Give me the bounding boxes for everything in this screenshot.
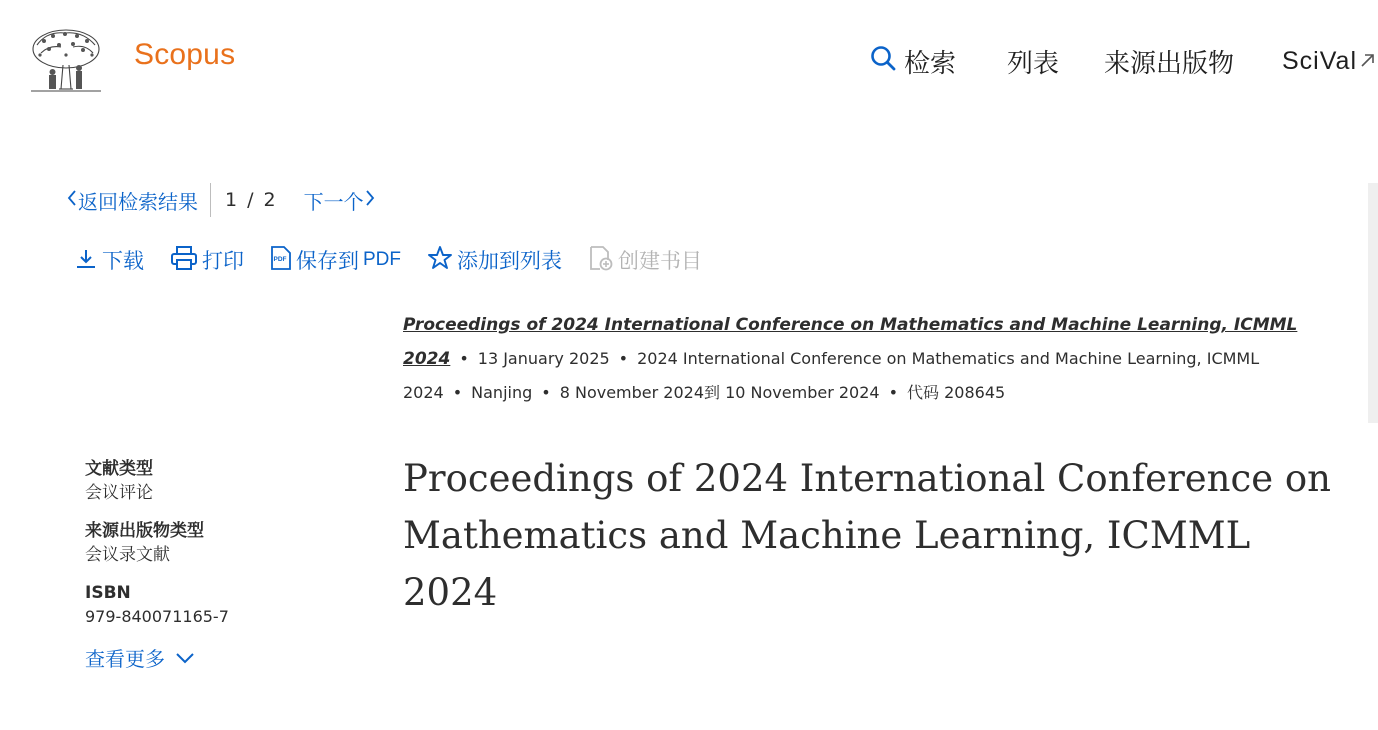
bullet: •: [459, 349, 469, 368]
doc-type-value: 会议评论: [85, 483, 153, 503]
document-title: Proceedings of 2024 International Conference on Mathematics and Machine Learning, ICMML 2024: [403, 457, 1331, 614]
save-pdf-label: 保存到: [296, 249, 359, 273]
print-icon: [170, 245, 198, 276]
elsevier-tree-logo[interactable]: [29, 27, 103, 95]
print-label: 打印: [202, 249, 244, 273]
divider: [210, 183, 211, 217]
source-info: [403, 308, 1338, 409]
next-result-link[interactable]: [304, 186, 376, 215]
nav-sources[interactable]: 来源出版物: [1104, 48, 1235, 79]
nav-search[interactable]: [870, 40, 956, 82]
next-result-label: 下一个: [303, 189, 364, 214]
isbn-label: ISBN: [85, 583, 131, 603]
view-more-button[interactable]: [85, 643, 345, 672]
chevron-left-icon: [66, 188, 78, 213]
add-to-list-button[interactable]: [427, 245, 562, 276]
save-to-pdf-button[interactable]: [270, 245, 401, 276]
result-total: 2: [263, 189, 276, 211]
view-more-label: 查看更多: [85, 647, 165, 671]
source-type-label: 来源出版物类型: [85, 521, 204, 541]
chevron-right-icon: [364, 188, 376, 213]
scopus-brand[interactable]: Scopus: [134, 38, 236, 71]
bullet: •: [541, 383, 551, 402]
search-icon: [870, 45, 904, 78]
doc-type-label: 文献类型: [85, 459, 153, 479]
document-toolbar: [74, 244, 728, 276]
result-separator: /: [247, 189, 254, 211]
back-to-results-link[interactable]: [66, 186, 198, 215]
result-counter: [225, 189, 276, 211]
nav-search-label: 检索: [904, 48, 957, 79]
result-current: 1: [225, 189, 238, 211]
nav-scival[interactable]: [1282, 40, 1377, 82]
isbn-value: 979-840071165-7: [85, 607, 229, 626]
source-title-link[interactable]: Proceedings of 2024 International Conference on Mathematics and Machine Learning, ICMML 2024: [403, 315, 1298, 369]
bibliography-icon: [588, 245, 614, 276]
conference-location: Nanjing: [471, 383, 533, 402]
nav-lists[interactable]: 列表: [1007, 48, 1060, 79]
pdf-icon: [270, 245, 292, 276]
download-label: 下载: [102, 249, 144, 273]
svg-text:PDF: PDF: [273, 255, 287, 263]
add-to-list-label: 添加到列表: [457, 249, 562, 273]
conference-code: 代码 208645: [907, 383, 1006, 402]
save-pdf-suffix: PDF: [363, 249, 401, 270]
source-date: 13 January 2025: [477, 349, 610, 368]
download-icon: [74, 246, 98, 275]
source-type-value: 会议录文献: [85, 545, 170, 565]
create-bibliography-button[interactable]: [588, 245, 702, 276]
print-button[interactable]: [170, 245, 244, 276]
back-to-results-label: 返回检索结果: [78, 189, 198, 214]
conference-dates: 8 November 2024到 10 November 2024: [559, 383, 880, 402]
download-button[interactable]: [74, 245, 144, 275]
bullet: •: [618, 349, 629, 368]
conference-name: 2024 International Conference on Mathematics and Machine Learning, ICMML 2024: [403, 349, 1260, 402]
document-metadata: [85, 457, 345, 672]
bullet: •: [888, 383, 899, 402]
bullet: •: [452, 383, 463, 402]
scrollbar[interactable]: [1368, 183, 1378, 423]
external-link-icon: [1357, 47, 1377, 76]
create-bibliography-label: 创建书目: [618, 249, 702, 273]
nav-scival-label: SciVal: [1282, 46, 1358, 75]
star-icon: [427, 245, 453, 276]
result-navigation: [66, 183, 376, 217]
chevron-down-icon: [175, 646, 195, 670]
